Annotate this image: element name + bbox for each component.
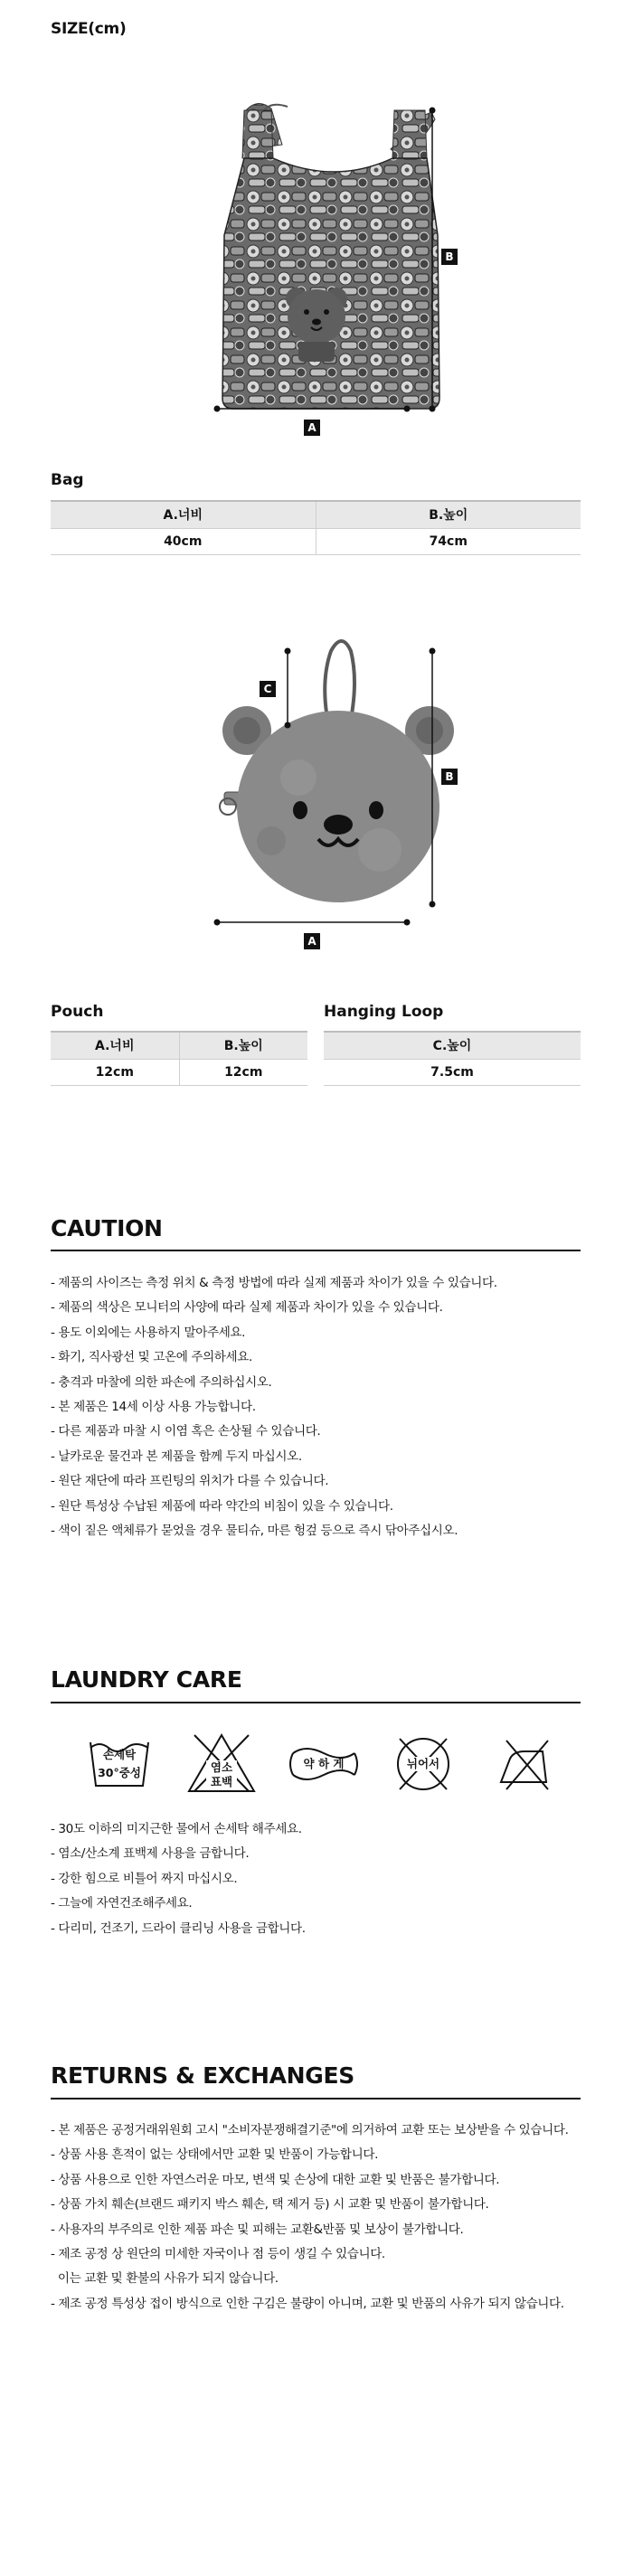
list-item: - 충격과 마찰에 의한 파손에 주의하십시오. <box>51 1374 272 1390</box>
list-item: - 원단 재단에 따라 프린팅의 위치가 다를 수 있습니다. <box>51 1474 329 1489</box>
bag-table-title: Bag <box>51 471 84 489</box>
care-label-top: 손세탁 <box>102 1748 137 1761</box>
list-item: - 본 제품은 14세 이상 사용 가능합니다. <box>51 1400 256 1415</box>
laundry-divider <box>51 1702 581 1703</box>
list-item: - 본 제품은 공정거래위원회 고시 "소비자분쟁해결기준"에 의거하여 교환 또는 보상받을 수 있습니다. <box>51 2123 569 2137</box>
loop-header-height: C.높이 <box>324 1032 581 1059</box>
returns-divider <box>51 2098 581 2099</box>
list-item: - 원단 특성상 수납된 제품에 따라 약간의 비침이 있을 수 있습니다. <box>51 1498 393 1514</box>
no-bleach-icon <box>185 1731 258 1795</box>
returns-heading: RETURNS & EXCHANGES <box>51 2062 354 2089</box>
list-item: - 제품의 색상은 모니터의 사양에 따라 실제 제품과 차이가 있을 수 있습니다. <box>51 1300 443 1316</box>
list-item: - 다른 제품과 마찰 시 이염 혹은 손상될 수 있습니다. <box>51 1424 321 1439</box>
list-item: - 강한 힘으로 비틀어 짜지 마십시오. <box>51 1871 238 1886</box>
laundry-heading: LAUNDRY CARE <box>51 1666 242 1693</box>
size-title: SIZE(cm) <box>51 20 127 38</box>
loop-table-title: Hanging Loop <box>324 1003 444 1021</box>
list-item: - 제조 공정 특성상 접이 방식으로 인한 구김은 불량이 아니며, 교환 및 반품의 사유가 되지 않습니다. <box>51 2296 564 2311</box>
hand-wash-30-icon <box>83 1731 156 1795</box>
tote-bag-illustration <box>0 0 633 452</box>
dimension-label-b: B <box>441 769 458 785</box>
care-label-top: 약 하 게 <box>303 1757 345 1770</box>
list-item: - 화기, 직사광선 및 고온에 주의하세요. <box>51 1350 252 1365</box>
list-item: - 상품 사용으로 인한 자연스러운 마모, 변색 및 손상에 대한 교환 및 반품은 불가합니다. <box>51 2172 500 2187</box>
bear-pouch-illustration <box>0 597 633 977</box>
pouch-value-height: 12cm <box>179 1059 307 1085</box>
care-label-top: 뉘어서 <box>406 1757 440 1770</box>
list-item: - 용도 이외에는 사용하지 말아주세요. <box>51 1325 246 1340</box>
no-tumble-dry-icon <box>387 1731 459 1795</box>
bag-size-table <box>51 500 581 555</box>
pouch-header-width: A.너비 <box>51 1032 179 1059</box>
no-dry-clean-icon <box>488 1731 561 1795</box>
bag-header-width: A.너비 <box>51 501 316 528</box>
list-item: - 염소/산소계 표백제 사용을 금합니다. <box>51 1846 250 1862</box>
list-item: - 제품의 사이즈는 측정 위치 & 측정 방법에 따라 실제 제품과 차이가 있을 수 있습니다. <box>51 1276 497 1290</box>
bag-value-width: 40cm <box>51 528 316 554</box>
list-item: - 제조 공정 상 원단의 미세한 자국이나 점 등이 생길 수 있습니다. <box>51 2247 385 2262</box>
gentle-wring-icon <box>288 1731 360 1795</box>
caution-divider <box>51 1250 581 1251</box>
pouch-size-table <box>51 1031 307 1086</box>
pouch-figure <box>0 597 633 977</box>
list-item: - 상품 가치 훼손(브랜드 패키지 박스 훼손, 택 제거 등) 시 교환 및 반품이 불가합니다. <box>51 2197 489 2213</box>
list-item: 이는 교환 및 환불의 사유가 되지 않습니다. <box>51 2271 279 2287</box>
list-item: - 상품 사용 흔적이 없는 상태에서만 교환 및 반품이 가능합니다. <box>51 2147 379 2163</box>
loop-size-table <box>324 1031 581 1086</box>
caution-list <box>51 1271 497 1543</box>
pouch-value-width: 12cm <box>51 1059 179 1085</box>
bag-figure <box>0 0 633 452</box>
dimension-label-a: A <box>304 933 320 949</box>
laundry-list <box>51 1817 306 1941</box>
care-label-bottom: 30°중성 <box>98 1766 141 1779</box>
pouch-header-height: B.높이 <box>179 1032 307 1059</box>
list-item: - 색이 짙은 액체류가 묻었을 경우 물티슈, 마른 헝겊 등으로 즉시 닦아주십시오. <box>51 1524 458 1539</box>
care-label-top: 염소 <box>206 1760 237 1775</box>
returns-list <box>51 2118 569 2317</box>
bag-value-height: 74cm <box>316 528 581 554</box>
list-item: - 다리미, 건조기, 드라이 클리닝 사용을 금합니다. <box>51 1920 306 1936</box>
bag-header-height: B.높이 <box>316 501 581 528</box>
dimension-label-a: A <box>304 420 320 436</box>
list-item: - 그늘에 자연건조해주세요. <box>51 1896 193 1911</box>
loop-value-height: 7.5cm <box>324 1059 581 1085</box>
dimension-label-c: C <box>260 681 276 697</box>
list-item: - 날카로운 물건과 본 제품을 함께 두지 마십시오. <box>51 1448 302 1464</box>
caution-heading: CAUTION <box>51 1215 163 1241</box>
list-item: - 사용자의 부주의로 인한 제품 파손 및 피해는 교환&반품 및 보상이 불가합니다. <box>51 2222 464 2237</box>
list-item: - 30도 이하의 미지근한 물에서 손세탁 해주세요. <box>51 1822 302 1836</box>
dimension-label-b: B <box>441 249 458 265</box>
pouch-table-title: Pouch <box>51 1003 104 1021</box>
care-label-bottom: 표백 <box>206 1775 237 1789</box>
